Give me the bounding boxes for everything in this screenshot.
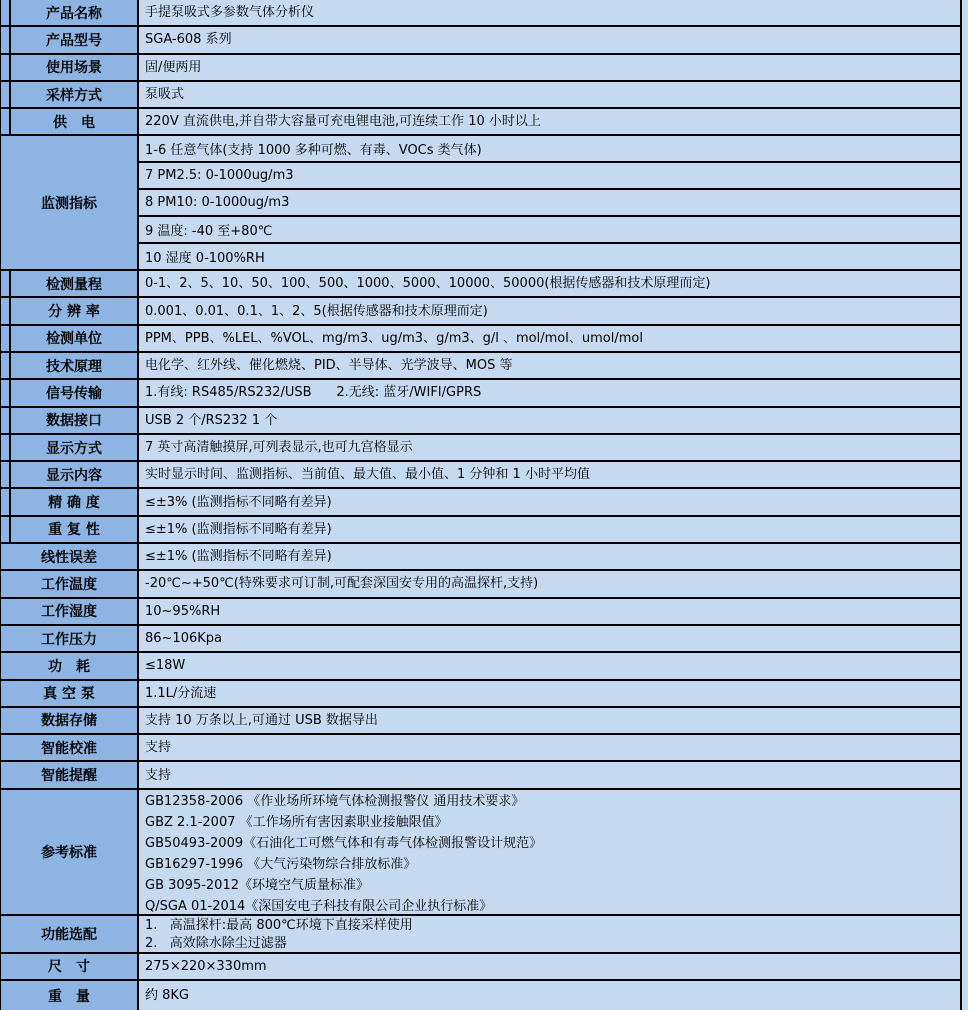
row-gutter bbox=[1, 27, 11, 52]
spec-row bbox=[1, 353, 960, 380]
row-gutter bbox=[1, 271, 11, 296]
spec-row bbox=[1, 681, 960, 708]
value-line: 1. 高温探杆:最高 800℃环境下直接采样使用 bbox=[145, 917, 413, 933]
spec-row bbox=[1, 544, 960, 571]
value-line: 2. 高效除水除尘过滤器 bbox=[145, 936, 287, 952]
row-gutter bbox=[1, 517, 11, 542]
row-label: 技术原理 bbox=[11, 353, 139, 378]
row-value: 1.有线: RS485/RS232/USB 2.无线: 蓝牙/WIFI/GPRS bbox=[139, 380, 960, 405]
row-label: 采样方式 bbox=[11, 82, 139, 107]
row-label: 智能提醒 bbox=[1, 762, 139, 787]
row-value: -20℃~+50℃(特殊要求可订制,可配套深国安专用的高温探杆,支持) bbox=[139, 571, 960, 596]
value-line: GB 3095-2012《环境空气质量标准》 bbox=[145, 877, 369, 893]
row-label: 工作温度 bbox=[1, 571, 139, 596]
spec-row bbox=[1, 571, 960, 598]
row-label: 检测量程 bbox=[11, 271, 139, 296]
row-value: USB 2 个/RS232 1 个 bbox=[139, 408, 960, 433]
row-label: 产品名称 bbox=[11, 0, 139, 25]
row-value: 支持 10 万条以上,可通过 USB 数据导出 bbox=[139, 708, 960, 733]
row-label: 尺 寸 bbox=[1, 954, 139, 979]
spec-row bbox=[1, 27, 960, 54]
sub-row-value: 7 PM2.5: 0-1000ug/m3 bbox=[139, 163, 960, 190]
row-label: 智能校准 bbox=[1, 735, 139, 760]
row-value: ≤±1% (监测指标不同略有差异) bbox=[139, 517, 960, 542]
spec-row bbox=[1, 82, 960, 109]
multiline-value bbox=[139, 916, 960, 952]
value-line: GBZ 2.1-2007 《工作场所有害因素职业接触限值》 bbox=[145, 814, 448, 830]
row-value: 约 8KG bbox=[139, 981, 960, 1010]
row-value: 86~106Kpa bbox=[139, 626, 960, 651]
row-label: 分 辨 率 bbox=[11, 298, 139, 323]
row-value: 实时显示时间、监测指标、当前值、最大值、最小值、1 分钟和 1 小时平均值 bbox=[139, 462, 960, 487]
spec-row bbox=[1, 55, 960, 82]
spec-row bbox=[1, 916, 960, 954]
row-gutter bbox=[1, 435, 11, 460]
row-gutter bbox=[1, 298, 11, 323]
row-label: 数据存储 bbox=[1, 708, 139, 733]
spec-row bbox=[1, 136, 960, 271]
value-line: GB50493-2009《石油化工可燃气体和有毒气体检测报警设计规范》 bbox=[145, 835, 543, 851]
row-value: SGA-608 系列 bbox=[139, 27, 960, 52]
row-label: 工作压力 bbox=[1, 626, 139, 651]
row-label: 信号传输 bbox=[11, 380, 139, 405]
row-value: PPM、PPB、%LEL、%VOL、mg/m3、ug/m3、g/m3、g/l 、mol/mol、umol/mol bbox=[139, 326, 960, 351]
row-value: 泵吸式 bbox=[139, 82, 960, 107]
spec-row bbox=[1, 708, 960, 735]
row-gutter bbox=[1, 55, 11, 80]
spec-row bbox=[1, 298, 960, 325]
row-gutter bbox=[1, 489, 11, 514]
row-value: 10~95%RH bbox=[139, 599, 960, 624]
row-label: 数据接口 bbox=[11, 408, 139, 433]
row-label: 监测指标 bbox=[1, 136, 139, 269]
spec-row bbox=[1, 762, 960, 789]
row-value: 支持 bbox=[139, 735, 960, 760]
row-value: ≤±1% (监测指标不同略有差异) bbox=[139, 544, 960, 569]
spec-row bbox=[1, 981, 960, 1010]
row-gutter bbox=[1, 82, 11, 107]
row-label: 产品型号 bbox=[11, 27, 139, 52]
row-label: 供 电 bbox=[11, 109, 139, 134]
row-value: 7 英寸高清触摸屏,可列表显示,也可九宫格显示 bbox=[139, 435, 960, 460]
row-label: 工作湿度 bbox=[1, 599, 139, 624]
row-value: 275×220×330mm bbox=[139, 954, 960, 979]
sub-row-value: 8 PM10: 0-1000ug/m3 bbox=[139, 190, 960, 217]
spec-row bbox=[1, 380, 960, 407]
row-gutter bbox=[1, 408, 11, 433]
row-gutter bbox=[1, 326, 11, 351]
sub-row-column bbox=[139, 136, 960, 269]
spec-row bbox=[1, 271, 960, 298]
row-gutter bbox=[1, 353, 11, 378]
row-gutter bbox=[1, 109, 11, 134]
row-value: 固/便两用 bbox=[139, 55, 960, 80]
spec-row bbox=[1, 435, 960, 462]
spec-row bbox=[1, 790, 960, 916]
spec-row bbox=[1, 735, 960, 762]
value-line: Q/SGA 01-2014《深国安电子科技有限公司企业执行标准》 bbox=[145, 898, 493, 914]
row-value: 支持 bbox=[139, 762, 960, 787]
value-line: GB12358-2006 《作业场所环境气体检测报警仪 通用技术要求》 bbox=[145, 793, 525, 809]
row-label: 功能选配 bbox=[1, 916, 139, 952]
row-label: 真 空 泵 bbox=[1, 681, 139, 706]
spec-row bbox=[1, 0, 960, 27]
row-value: 0.001、0.01、0.1、1、2、5(根据传感器和技术原理而定) bbox=[139, 298, 960, 323]
row-label: 精 确 度 bbox=[11, 489, 139, 514]
row-value: 电化学、红外线、催化燃烧、PID、半导体、光学波导、MOS 等 bbox=[139, 353, 960, 378]
row-value: ≤±3% (监测指标不同略有差异) bbox=[139, 489, 960, 514]
row-value: 220V 直流供电,并自带大容量可充电锂电池,可连续工作 10 小时以上 bbox=[139, 109, 960, 134]
row-label: 使用场景 bbox=[11, 55, 139, 80]
row-value: 0-1、2、5、10、50、100、500、1000、5000、10000、50000(根据传感器和技术原理而定) bbox=[139, 271, 960, 296]
row-label: 显示方式 bbox=[11, 435, 139, 460]
row-gutter bbox=[1, 462, 11, 487]
spec-row bbox=[1, 408, 960, 435]
spec-row bbox=[1, 109, 960, 136]
spec-row bbox=[1, 954, 960, 981]
row-label: 重 复 性 bbox=[11, 517, 139, 542]
row-label: 检测单位 bbox=[11, 326, 139, 351]
row-value: ≤18W bbox=[139, 653, 960, 678]
row-label: 线性误差 bbox=[1, 544, 139, 569]
spec-row bbox=[1, 517, 960, 544]
row-label: 功 耗 bbox=[1, 653, 139, 678]
row-value: 手提泵吸式多参数气体分析仪 bbox=[139, 0, 960, 25]
spec-row bbox=[1, 599, 960, 626]
sub-row-value: 10 湿度 0-100%RH bbox=[145, 251, 265, 267]
row-label: 参考标准 bbox=[1, 790, 139, 914]
spec-row bbox=[1, 489, 960, 516]
row-label: 重 量 bbox=[1, 981, 139, 1010]
row-gutter bbox=[1, 0, 11, 25]
value-line: GB16297-1996 《大气污染物综合排放标准》 bbox=[145, 856, 417, 872]
row-gutter bbox=[1, 380, 11, 405]
row-label: 显示内容 bbox=[11, 462, 139, 487]
spec-row bbox=[1, 326, 960, 353]
row-value: 1.1L/分流速 bbox=[139, 681, 960, 706]
multiline-value bbox=[139, 790, 960, 914]
spec-row bbox=[1, 626, 960, 653]
spec-row bbox=[1, 462, 960, 489]
spec-row bbox=[1, 653, 960, 680]
sub-row-value: 1-6 任意气体(支持 1000 多种可燃、有毒、VOCs 类气体) bbox=[139, 136, 960, 163]
sub-row-value: 9 温度: -40 至+80℃ bbox=[139, 217, 960, 244]
